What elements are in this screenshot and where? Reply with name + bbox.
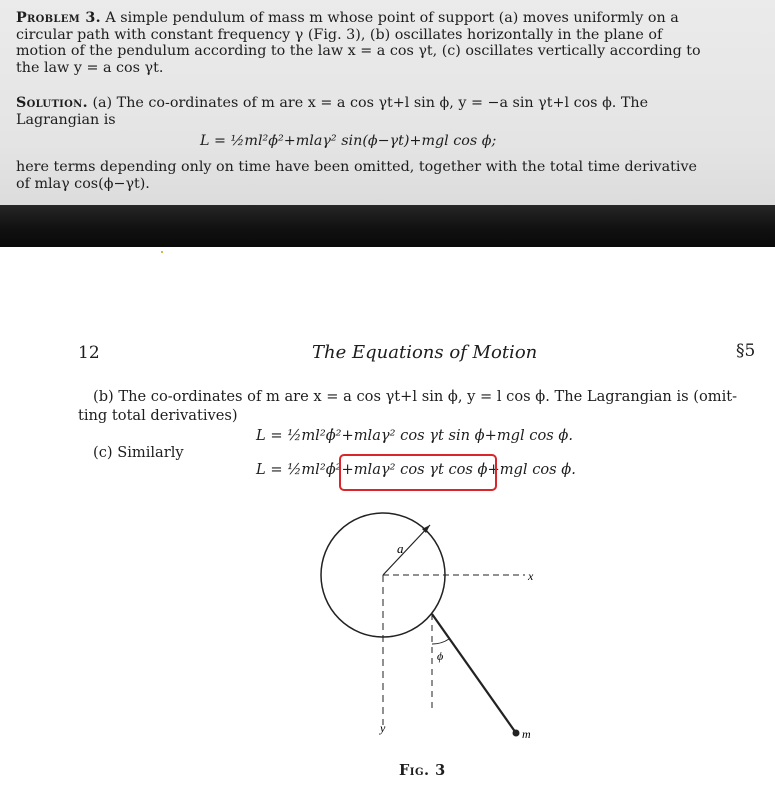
lagrangian-formula-a: L = ½ml²ϕ̇²+mlaγ² sin(ϕ−γt)+mgl cos ϕ; — [200, 133, 497, 149]
solution-paragraph — [16, 95, 706, 128]
figure-caption: Fig. 3 — [399, 762, 446, 779]
part-b-line-2: ting total derivatives) — [78, 407, 238, 424]
page-gap-band — [0, 205, 775, 247]
equation-c: L = ½ml²ϕ̇²+mlaγ² cos γt cos ϕ+mgl cos ϕ. — [256, 461, 576, 478]
radius-arrow — [383, 525, 430, 575]
page-number: 12 — [78, 343, 100, 363]
label-phi: ϕ — [437, 649, 444, 663]
label-x: x — [528, 569, 534, 583]
problem-text: A simple pendulum of mass m whose point of support (a) moves uniformly on a circular path with constant frequency γ (Fig. 3), (b) oscillates horizontally in the plane of motion of the pendulum according to the law x = a cos γt, (c) oscillates vertically according to the law y = a cos γt. — [16, 10, 701, 76]
red-highlight-annotation — [339, 454, 497, 491]
after-formula-text: here terms depending only on time have been omitted, together with the total time derivative of mlaγ cos(ϕ−γt). — [16, 159, 697, 192]
pendulum-figure — [280, 500, 560, 760]
running-head: The Equations of Motion — [312, 342, 538, 363]
part-b-line-1: (b) The co-ordinates of m are x = a cos γt+l sin ϕ, y = l cos ϕ. The Lagrangian is (omit- — [93, 388, 738, 405]
label-a: a — [397, 541, 404, 556]
part-c-label: (c) Similarly — [93, 444, 184, 461]
label-y: y — [380, 721, 386, 735]
solution-text: (a) The co-ordinates of m are x = a cos γt+l sin ϕ, y = −a sin γt+l cos ϕ. The Lagrangian is — [16, 95, 649, 128]
scan-speck — [161, 251, 163, 253]
problem-statement — [16, 10, 706, 76]
section-marker: §5 — [736, 341, 756, 361]
problem-label: Problem 3. — [16, 10, 101, 26]
solution-label: Solution. — [16, 95, 88, 111]
pendulum-bob — [513, 730, 520, 737]
equation-b: L = ½ml²ϕ̇²+mlaγ² cos γt sin ϕ+mgl cos ϕ. — [256, 427, 573, 444]
previous-page-scan — [0, 0, 775, 205]
label-m: m — [522, 727, 531, 741]
angle-arc — [432, 639, 449, 644]
pendulum-rod — [432, 614, 516, 733]
